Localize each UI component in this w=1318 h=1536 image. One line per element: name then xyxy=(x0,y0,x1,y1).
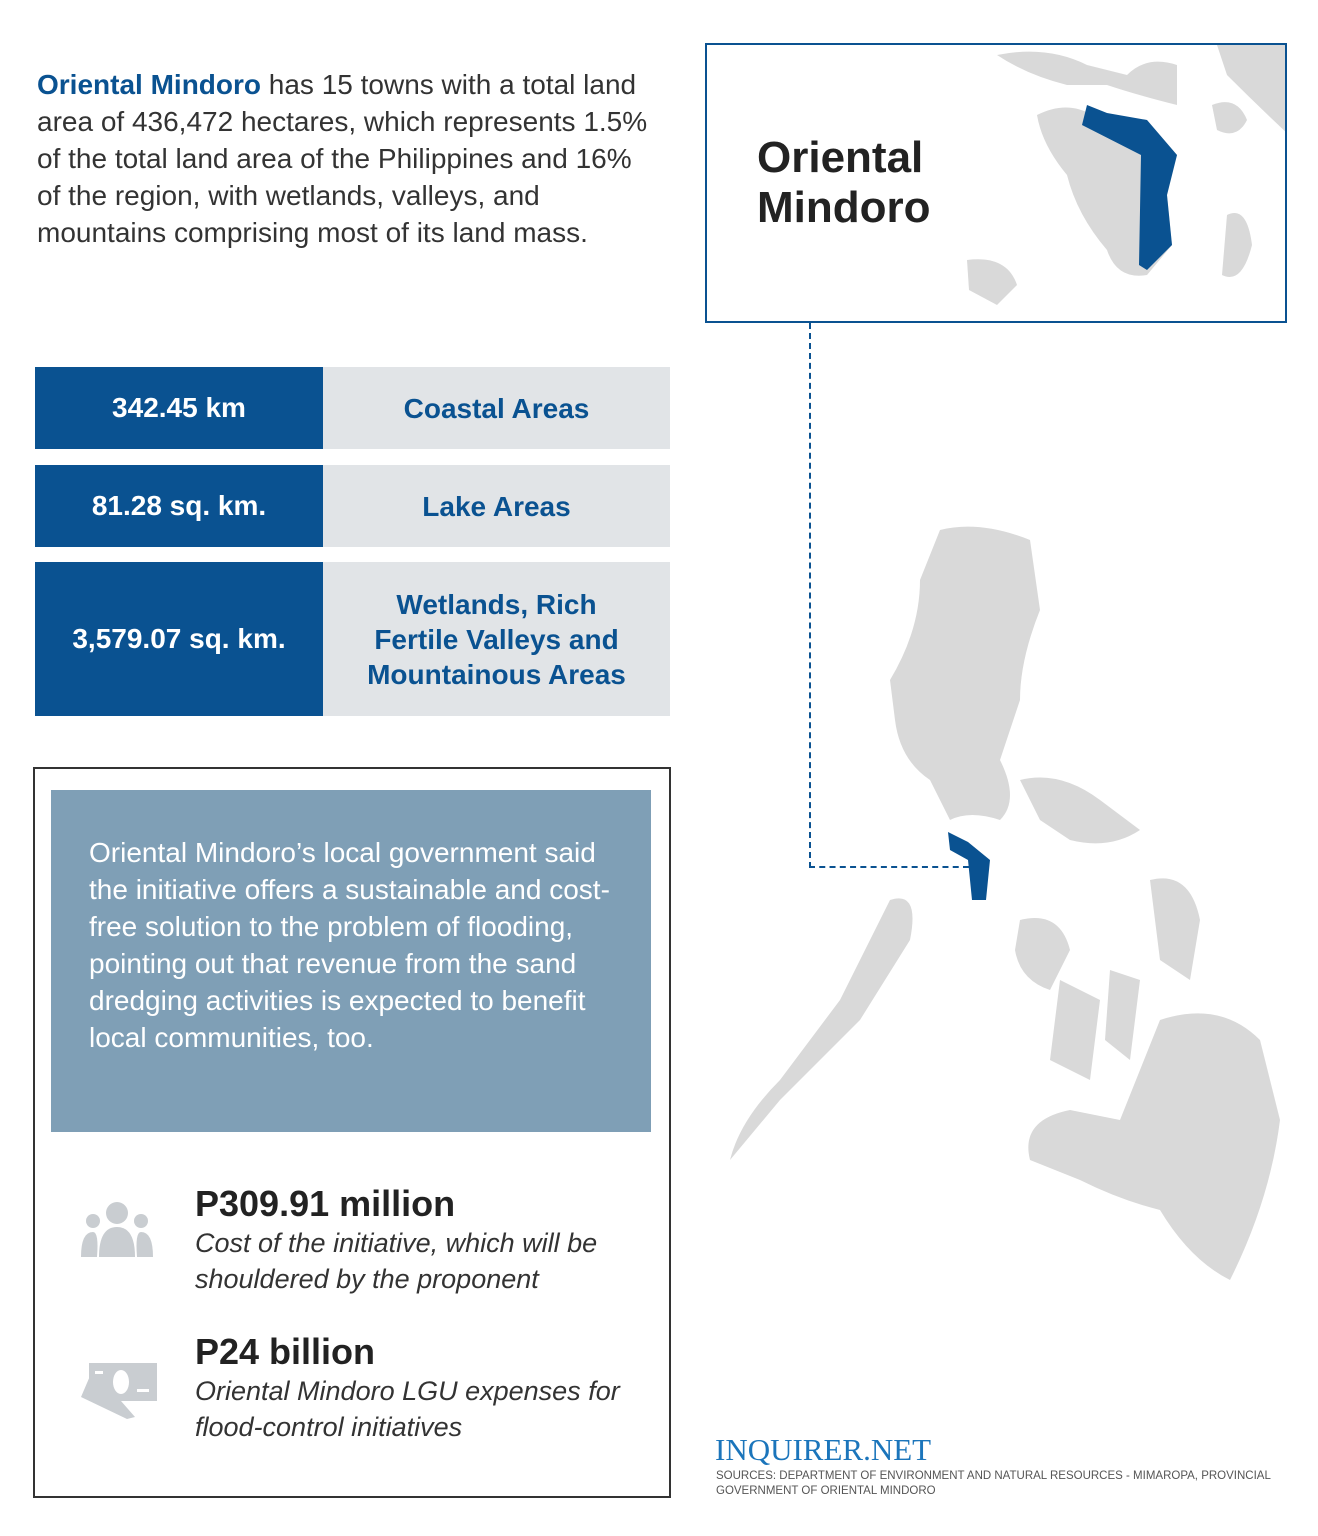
sources-text: SOURCES: DEPARTMENT OF ENVIRONMENT AND NATURAL RESOURCES - MIMAROPA, PROVINCIAL GOVERNMENT OF ORIENTAL MINDORO xyxy=(716,1470,1271,1497)
figure-desc: Oriental Mindoro LGU expenses for flood-control initiatives xyxy=(195,1376,620,1442)
quote-block: Oriental Mindoro’s local government said the initiative offers a sustainable and cost-free solution to the problem of flooding, pointing out that revenue from the sand dredging activities is expected to benefit local communities, too. xyxy=(51,790,651,1132)
stat-label: Lake Areas xyxy=(323,465,670,547)
stat-label: Wetlands, Rich Fertile Valleys and Mountainous Areas xyxy=(323,562,670,716)
people-icon xyxy=(79,1201,155,1257)
stat-row xyxy=(35,562,670,716)
stat-row xyxy=(35,367,670,449)
intro-highlight: Oriental Mindoro xyxy=(37,69,261,100)
intro-text: has 15 towns with a total land area of 436,472 hectares, which represents 1.5% of the total land area of the Philippines and 16% of the region, with wetlands, valleys, and mountains comprising most of its land mass. xyxy=(37,69,648,248)
intro-paragraph xyxy=(37,66,657,251)
stat-row xyxy=(35,465,670,547)
figure-item xyxy=(195,1331,635,1445)
initiative-box xyxy=(33,767,671,1498)
philippines-map xyxy=(720,380,1300,1340)
figure-desc: Cost of the initiative, which will be shouldered by the proponent xyxy=(195,1228,598,1294)
inquirer-logo: INQUIRER.NET xyxy=(715,1432,932,1467)
inset-map xyxy=(705,43,1287,323)
stat-value: 81.28 sq. km. xyxy=(35,465,323,547)
figure-amount: P309.91 million xyxy=(195,1183,456,1224)
figure-item xyxy=(195,1183,625,1297)
money-icon xyxy=(79,1355,159,1421)
stat-value: 3,579.07 sq. km. xyxy=(35,562,323,716)
stat-label: Coastal Areas xyxy=(323,367,670,449)
stat-value: 342.45 km xyxy=(35,367,323,449)
map-title: Oriental Mindoro xyxy=(757,133,931,232)
figure-amount: P24 billion xyxy=(195,1331,376,1372)
